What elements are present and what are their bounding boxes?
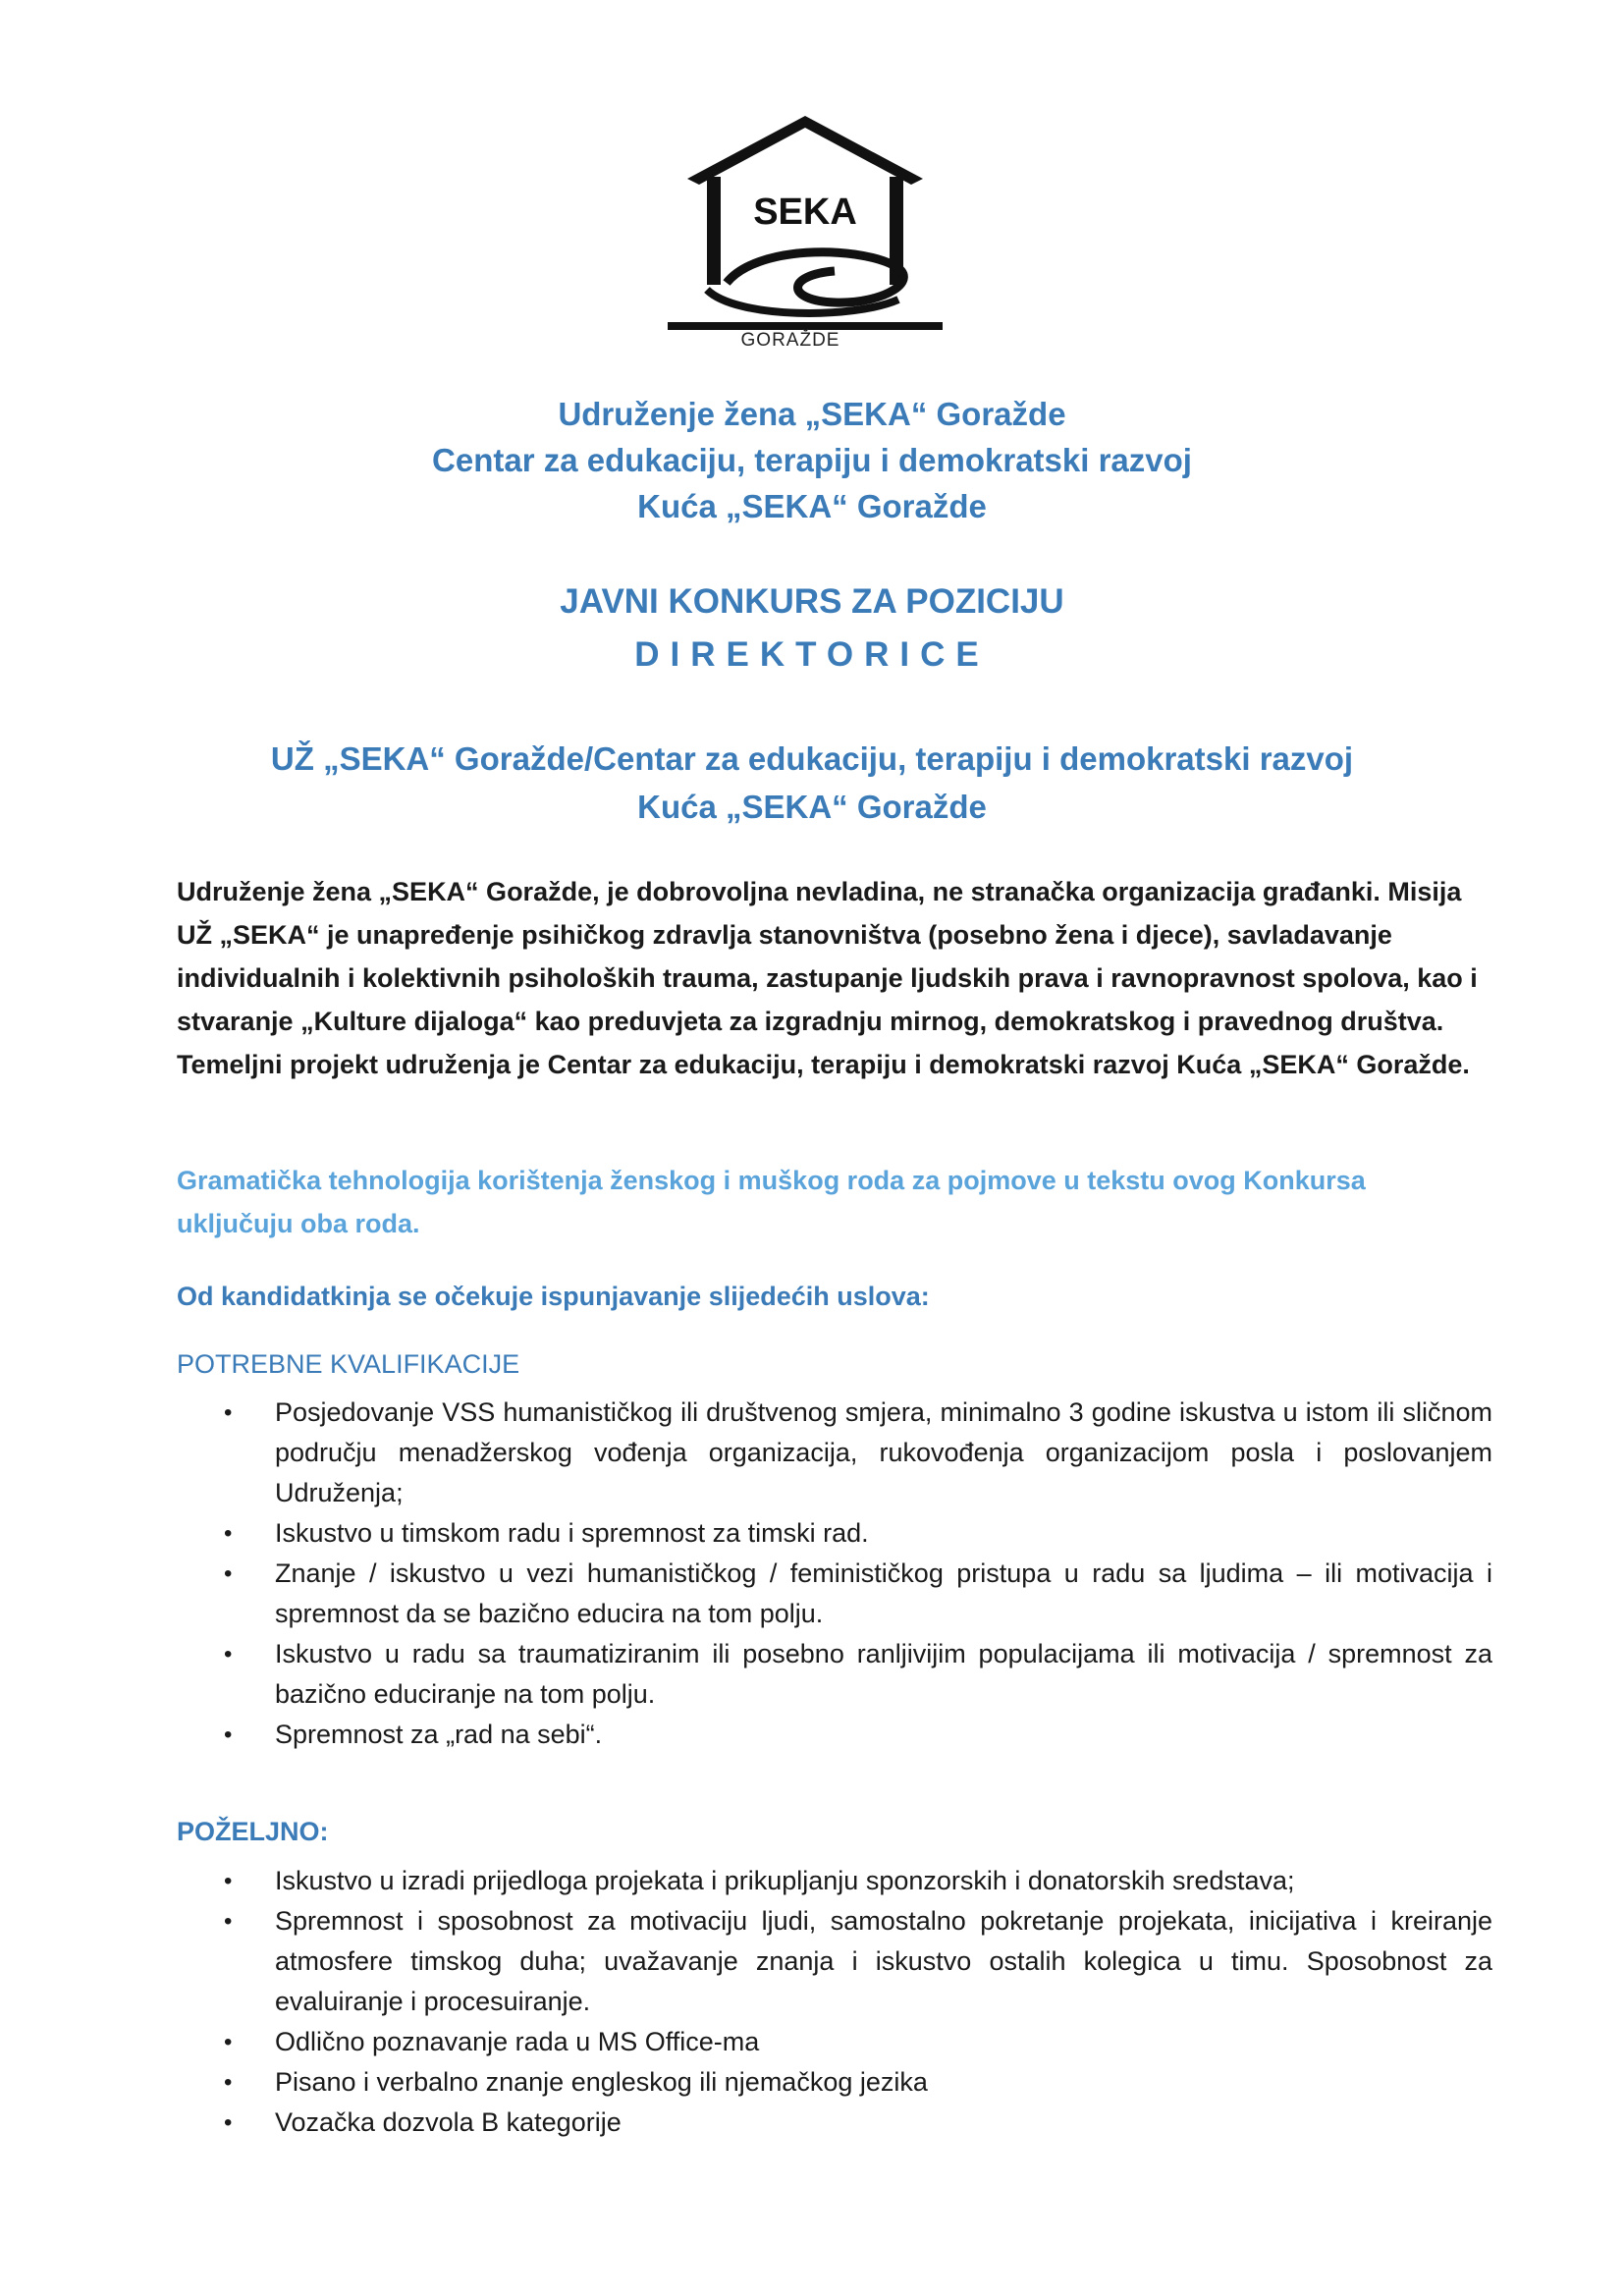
svg-text:SEKA: SEKA [753,191,857,233]
list-item-text: Spremnost i sposobnost za motivaciju ljudi, samostalno pokretanje projekata, inicijativa i kreiranje atmosfere timskog duha; uvažavanje znanja i iskustvo ostalih kolegica u timu. Sposobnost za evaluiranje i procesuiranje. [275,1906,1492,2016]
subtitle-line-1: UŽ „SEKA“ Goražde/Centar za edukaciju, terapiju i demokratski razvoj [270,740,1354,777]
bullet-icon: • [224,1399,233,1426]
list-item [177,2022,1492,2062]
org-house-line: Kuća „SEKA“ Goražde [637,488,987,524]
list-item [177,1901,1492,2022]
gender-note: Gramatička tehnologija korištenja ženskog i muškog roda za pojmove u tekstu ovog Konkursa uključuju oba roda. [177,1166,1366,1238]
bullet-icon: • [224,1722,233,1748]
expectation-line: Od kandidatkinja se očekuje ispunjavanje slijedećih uslova: [177,1282,930,1311]
organization-header [0,391,1624,529]
document-subtitle [0,735,1624,831]
bullet-icon: • [224,1560,233,1587]
list-item-text: Posjedovanje VSS humanističkog ili društvenog smjera, minimalno 3 godine iskustva u istom ili sličnom području menadžerskog vođenja organizacija, rukovođenja organizacijom posla i poslovanjem Udruženja; [275,1397,1492,1507]
list-item-text: Iskustvo u timskom radu i spremnost za timski rad. [275,1518,869,1548]
bullet-icon: • [224,1641,233,1667]
desirable-title: POŽELJNO: [177,1817,329,1846]
intro-paragraph: Udruženje žena „SEKA“ Goražde, je dobrovoljna nevladina, ne stranačka organizacija građanki. Misija UŽ „SEKA“ je unapređenje psihičkog zdravlja stanovništva (posebno žena i djece), savladavanje individualnih i kolektivnih psiholoških trauma, zastupanje ljudskih prava i ravnopravnost spolova, kao i stvaranje „Kulture dijaloga“ kao preduvjeta za izgradnju mirnog, demokratskog i pravednog društva. Temeljni projekt udruženja je Centar za edukaciju, terapiju i demokratski razvoj Kuća „SEKA“ Goražde. [177,877,1478,1079]
list-item-text: Iskustvo u izradi prijedloga projekata i prikupljanju sponzorskih i donatorskih sredstava; [275,1866,1295,1895]
title-line-2: DIREKTORICE [634,635,990,674]
list-item-text: Iskustvo u radu sa traumatiziranim ili posebno ranljivijim populacijama ili motivacija / spremnost za bazično educiranje na tom polju. [275,1639,1492,1709]
seka-logo [668,108,943,363]
list-item [177,1634,1492,1715]
list-item [177,1393,1492,1513]
list-item-text: Odlično poznavanje rada u MS Office-ma [275,2027,760,2056]
title-line-1: JAVNI KONKURS ZA POZICIJU [560,582,1064,621]
list-item [177,1554,1492,1634]
bullet-icon: • [224,2069,233,2096]
desirable-list [177,1861,1492,2143]
list-item-text: Pisano i verbalno znanje engleskog ili njemačkog jezika [275,2067,928,2097]
bullet-icon: • [224,2109,233,2136]
bullet-icon: • [224,1908,233,1935]
org-name-line: Udruženje žena „SEKA“ Goražde [558,396,1066,432]
subtitle-line-2: Kuća „SEKA“ Goražde [637,789,987,825]
house-logo-icon [668,108,943,334]
qualifications-list [177,1393,1492,1755]
list-item [177,2062,1492,2103]
org-center-line: Centar za edukaciju, terapiju i demokratski razvoj [432,442,1192,478]
list-item-text: Vozačka dozvola B kategorije [275,2107,622,2137]
list-item [177,1715,1492,1755]
bullet-icon: • [224,2029,233,2055]
bullet-icon: • [224,1868,233,1894]
list-item [177,2103,1492,2143]
bullet-icon: • [224,1520,233,1547]
qualifications-title: POTREBNE KVALIFIKACIJE [177,1349,520,1379]
list-item-text: Znanje / iskustvo u vezi humanističkog / feminističkog pristupa u radu sa ljudima – ili motivacija i spremnost da se bazično educira na tom polju. [275,1558,1492,1628]
list-item [177,1513,1492,1554]
list-item [177,1861,1492,1901]
logo-caption: GORAŽDE [740,330,840,351]
document-title [0,575,1624,682]
list-item-text: Spremnost za „rad na sebi“. [275,1720,603,1749]
